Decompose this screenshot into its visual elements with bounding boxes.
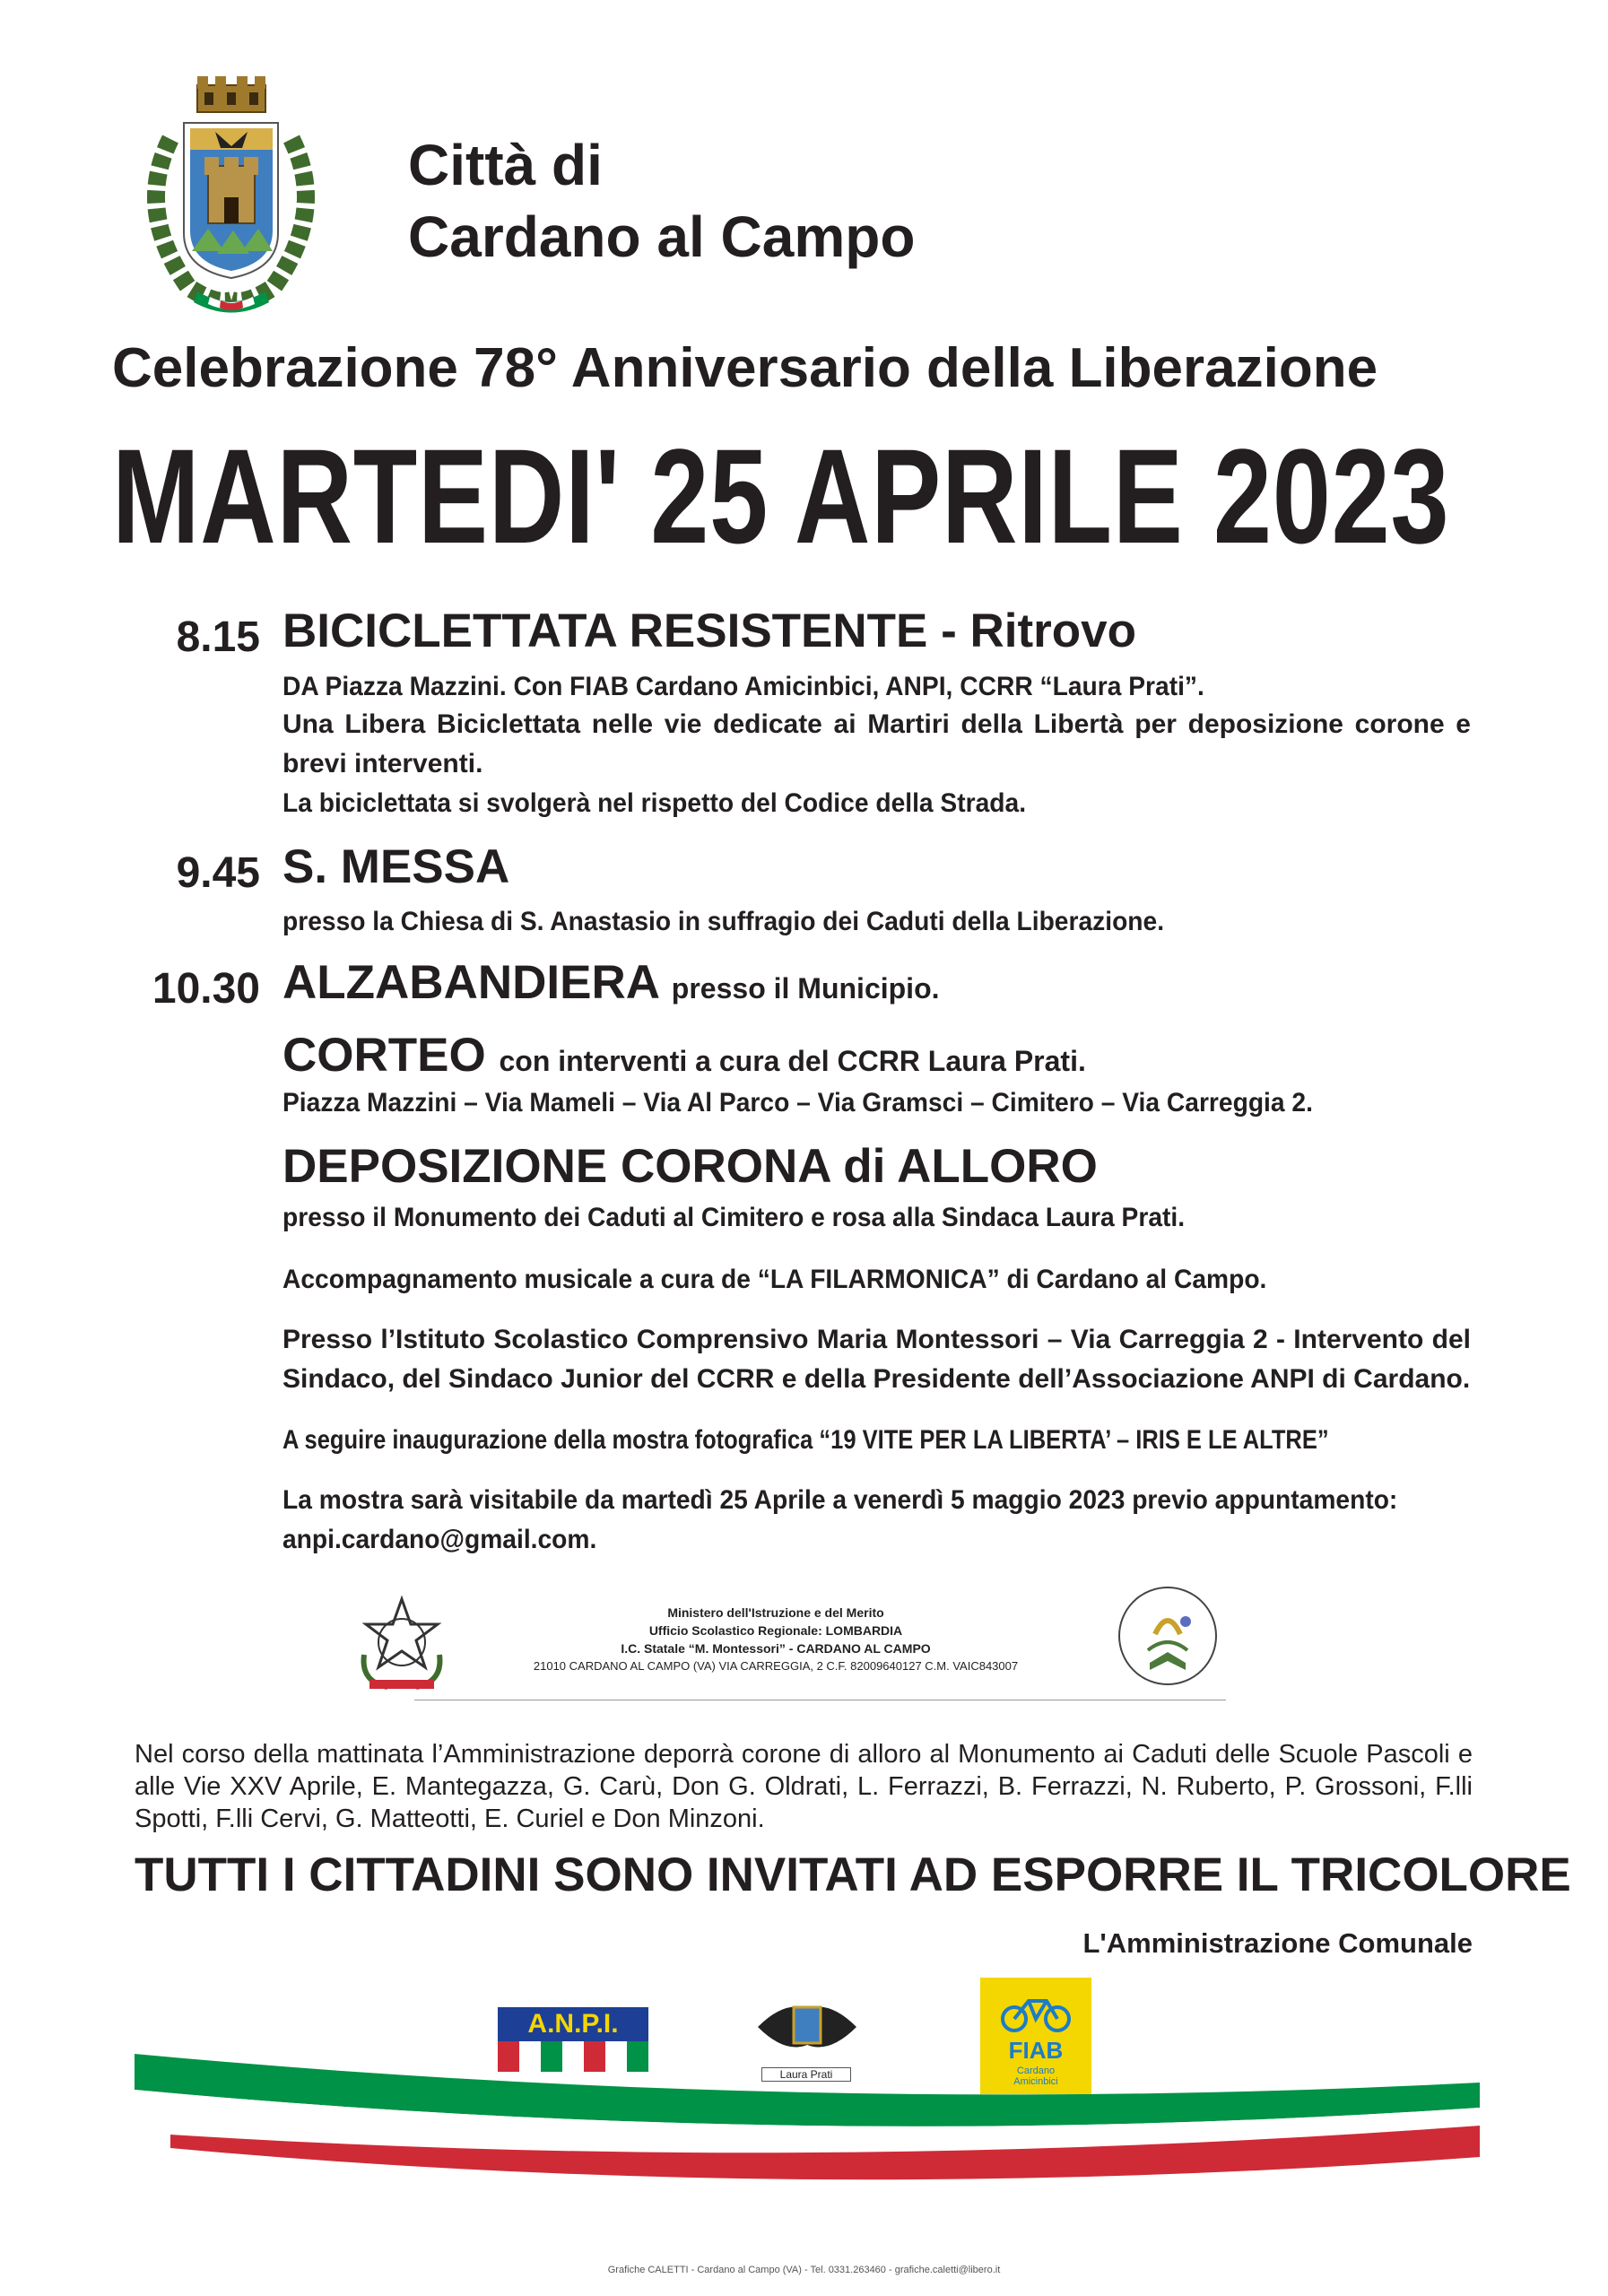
event-1-line-3: La biciclettata si svolgerà nel rispetto del Codice della Strada. xyxy=(282,788,1027,818)
ministry-line-3: I.C. Statale “M. Montessori” - CARDANO AL CAMPO xyxy=(621,1641,931,1656)
event-2-line-1: presso la Chiesa di S. Anastasio in suffragio dei Caduti della Liberazione. xyxy=(282,907,1165,936)
contact-email: anpi.cardano@gmail.com. xyxy=(282,1525,597,1554)
event-1-paragraph: Una Libera Biciclettata nelle vie dedicate ai Martiri della Libertà per deposizione corone e brevi interventi. xyxy=(282,709,1471,778)
deposizione-line-1: presso il Monumento dei Caduti al Cimitero e rosa alla Sindaca Laura Prati. xyxy=(282,1203,1186,1232)
corteo-title: CORTEO xyxy=(282,1029,486,1082)
event-time-2: 9.45 xyxy=(176,849,260,897)
anniversary-subtitle: Celebrazione 78° Anniversario della Liberazione xyxy=(112,337,1378,399)
ministry-block xyxy=(413,1604,1139,1675)
event-title-3 xyxy=(282,955,940,1010)
event-title-2: S. MESSA xyxy=(282,840,510,893)
fiab-logo-sub xyxy=(989,2066,1082,2087)
corteo-heading xyxy=(282,1028,1086,1083)
corteo-suffix: con interventi a cura del CCRR Laura Prati. xyxy=(499,1045,1086,1077)
anpi-logo-text: A.N.P.I. xyxy=(498,2007,648,2041)
city-crest-icon xyxy=(135,76,327,323)
fiab-logo xyxy=(980,1978,1091,2094)
ccrr-crest-icon xyxy=(749,1991,865,2063)
fiab-sub-2: Amicinbici xyxy=(1013,2076,1058,2087)
printer-footer: Grafiche CALETTI - Cardano al Campo (VA) - Tel. 0331.263460 - grafiche.caletti@libero.it xyxy=(607,2265,1001,2275)
signature: L'Amministrazione Comunale xyxy=(1082,1927,1473,1959)
music-note: Accompagnamento musicale a cura de “LA FILARMONICA” di Cardano al Campo. xyxy=(282,1265,1267,1294)
ministry-line-1: Ministero dell'Istruzione e del Merito xyxy=(667,1605,884,1620)
event-time-1: 8.15 xyxy=(176,613,260,661)
event-title-1: BICICLETTATA RESISTENTE - Ritrovo xyxy=(282,604,1137,657)
ministry-line-2: Ufficio Scolastico Regionale: LOMBARDIA xyxy=(648,1623,903,1638)
city-line-2: Cardano al Campo xyxy=(408,204,916,269)
school-intervention: Presso l’Istituto Scolastico Comprensivo Maria Montessori – Via Carreggia 2 - Intervento del Sindaco, del Sindaco Junior del CCRR e della Presidente dell’Associazione ANPI di Cardano. xyxy=(282,1325,1471,1394)
anpi-logo xyxy=(498,2007,648,2072)
ccrr-logo-label: Laura Prati xyxy=(761,2067,851,2082)
corteo-route: Piazza Mazzini – Via Mameli – Via Al Parco – Via Gramsci – Cimitero – Via Carreggia 2. xyxy=(282,1088,1313,1118)
exhibition-note: A seguire inaugurazione della mostra fotografica “19 VITE PER LA LIBERTA’ – IRIS E LE ALTRE” xyxy=(282,1425,1329,1455)
ministry-address: 21010 CARDANO AL CAMPO (VA) VIA CARREGGIA, 2 C.F. 82009640127 C.M. VAIC843007 xyxy=(533,1659,1019,1673)
fiab-sub-1: Cardano xyxy=(1016,2066,1056,2076)
exhibition-dates: La mostra sarà visitabile da martedì 25 Aprile a venerdì 5 maggio 2023 previo appuntamento: xyxy=(282,1485,1398,1515)
event-time-3: 10.30 xyxy=(152,965,260,1013)
alzabandiera-title: ALZABANDIERA xyxy=(282,956,659,1009)
ccrr-logo xyxy=(749,1991,865,2090)
alzabandiera-location: presso il Municipio. xyxy=(671,972,940,1004)
bicycle-icon xyxy=(1000,1994,1072,2033)
call-to-action: TUTTI I CITTADINI SONO INVITATI AD ESPORRE IL TRICOLORE xyxy=(135,1848,1571,1901)
event-date-title: MARTEDI' 25 APRILE 2023 xyxy=(112,421,1450,571)
school-logo-icon xyxy=(1096,1580,1239,1697)
fiab-logo-text: FIAB xyxy=(1008,2037,1064,2064)
event-1-line-1: DA Piazza Mazzini. Con FIAB Cardano Amicinbici, ANPI, CCRR “Laura Prati”. xyxy=(282,672,1204,701)
deposizione-title: DEPOSIZIONE CORONA di ALLORO xyxy=(282,1140,1098,1193)
notice-paragraph: Nel corso della mattinata l’Amministrazione deporrà corone di alloro al Monumento ai Caduti delle Scuole Pascoli e alle Vie XXV Aprile, E. Mantegazza, G. Carù, Don G. Oldrati, L. Ferrazzi, B. Ferrazzi, N. Ruberto, P. Grossoni, F.lli Spotti, F.lli Cervi, G. Matteotti, E. Curiel e Don Minzoni. xyxy=(135,1740,1473,1833)
city-line-1: Città di xyxy=(408,133,603,197)
